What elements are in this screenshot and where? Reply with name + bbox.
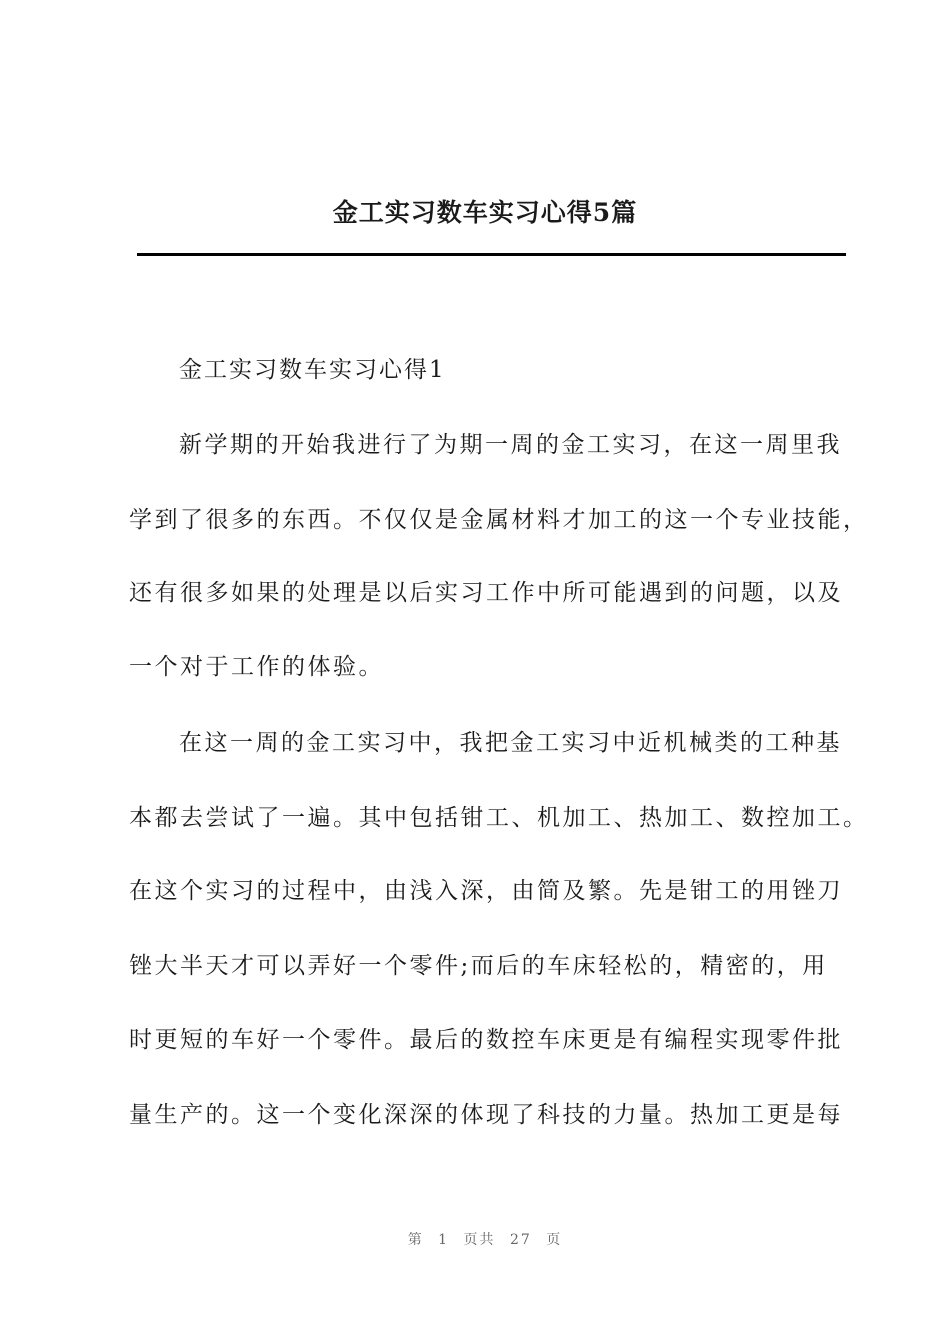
paragraph-2-line-5: 时更短的车好一个零件。最后的数控车床更是有编程实现零件批 — [129, 1027, 843, 1053]
page-number-footer: 第 1 页共 27 页 — [407, 1232, 563, 1248]
section-heading: 金工实习数车实习心得1 — [179, 357, 446, 383]
paragraph-1-line-1: 新学期的开始我进行了为期一周的金工实习，在这一周里我 — [179, 432, 842, 458]
paragraph-2-line-1: 在这一周的金工实习中，我把金工实习中近机械类的工种基 — [179, 730, 842, 756]
paragraph-2-line-2: 本都去尝试了一遍。其中包括钳工、机加工、热加工、数控加工。 — [129, 805, 869, 831]
document-title: 金工实习数车实习心得5篇 — [332, 198, 638, 227]
paragraph-2-line-4: 锉大半天才可以弄好一个零件;而后的车床轻松的，精密的，用 — [129, 953, 828, 979]
paragraph-2-line-6: 量生产的。这一个变化深深的体现了科技的力量。热加工更是每 — [129, 1102, 843, 1128]
title-divider — [137, 253, 846, 256]
paragraph-1-line-4: 一个对于工作的体验。 — [129, 654, 384, 680]
paragraph-1-line-2: 学到了很多的东西。不仅仅是金属材料才加工的这一个专业技能， — [129, 507, 869, 533]
paragraph-2-line-3: 在这个实习的过程中，由浅入深，由简及繁。先是钳工的用锉刀 — [129, 878, 843, 904]
paragraph-1-line-3: 还有很多如果的处理是以后实习工作中所可能遇到的问题，以及 — [129, 580, 843, 606]
